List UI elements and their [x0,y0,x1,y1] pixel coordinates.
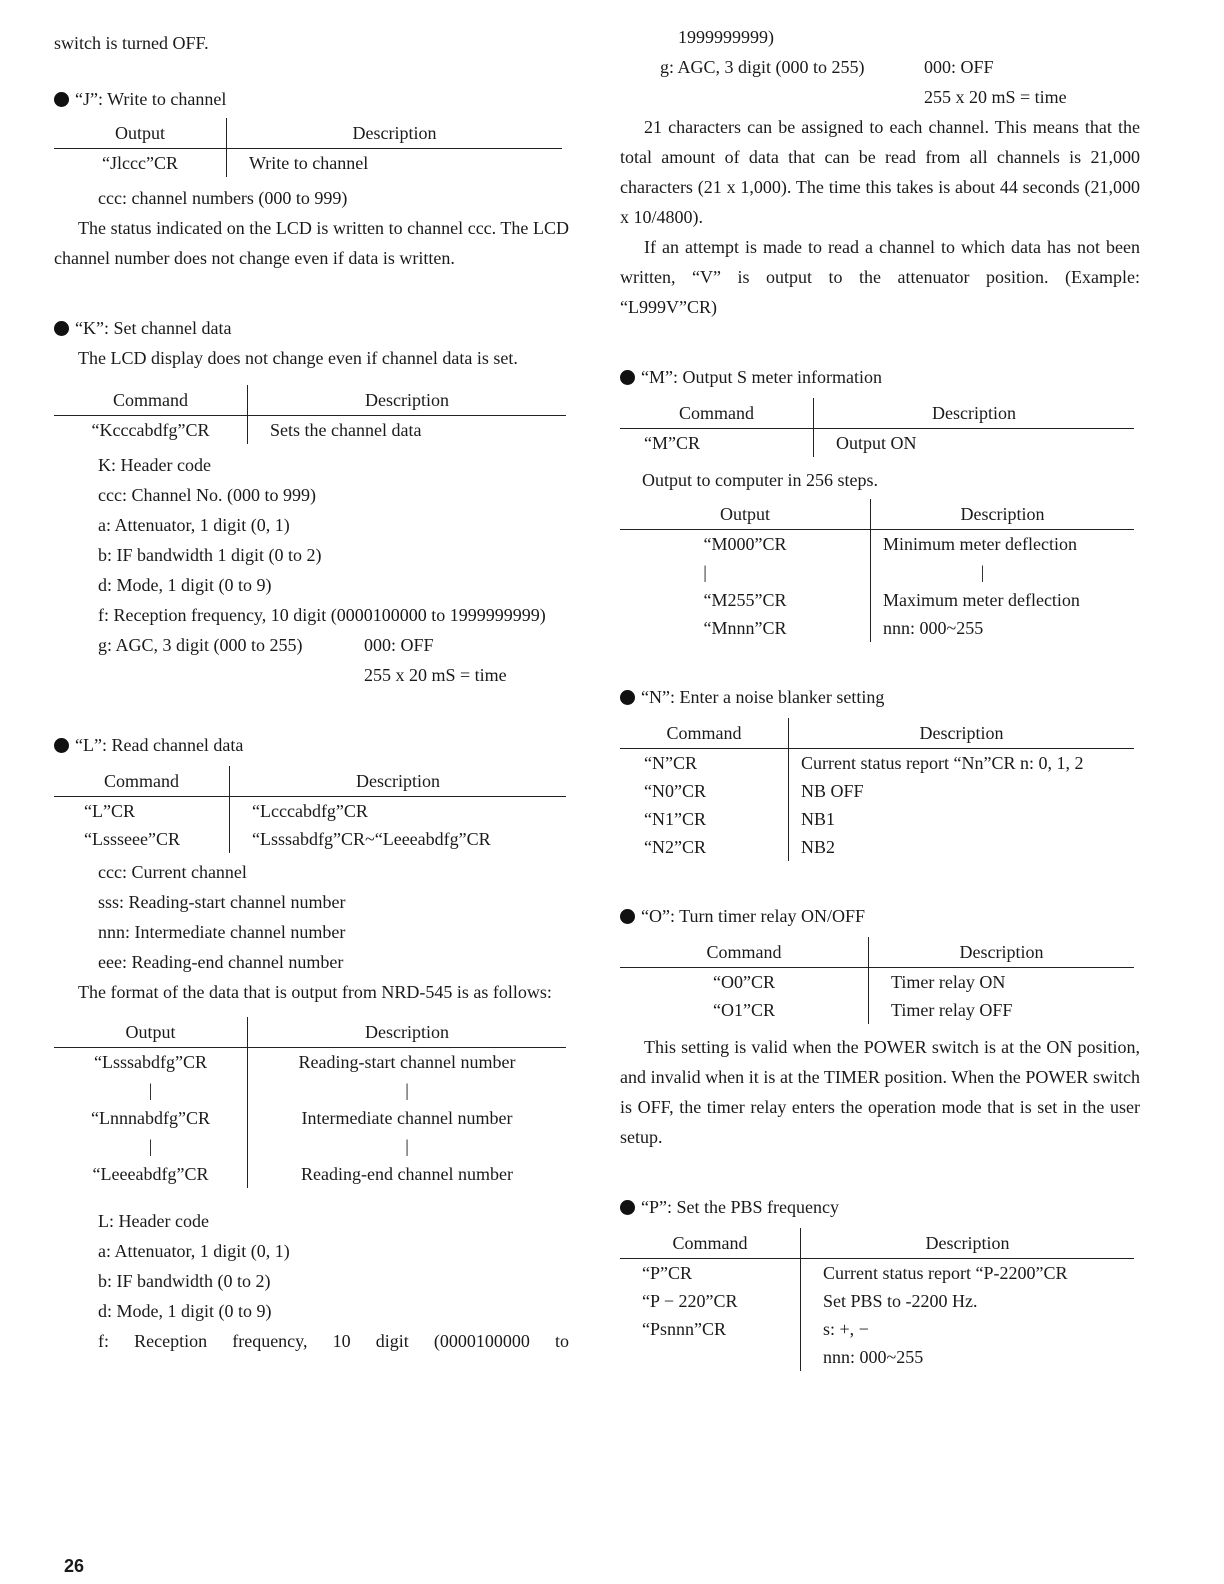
section-k-paragraph: The LCD display does not change even if channel data is set. [78,348,518,368]
table-row: “P − 220”CR Set PBS to -2200 Hz. [620,1287,1134,1315]
bullet-icon [620,909,635,924]
section-l-heading: “L”: Read channel data [54,730,569,760]
right-paragraph-2: If an attempt is made to read a channel to which data has not been written, “V” is output to the attenuator position. (Example: “L999V”CR) [620,237,1140,317]
table-k: Command Description “Kcccabdfg”CR Sets the channel data [54,385,566,444]
bullet-icon [54,92,69,107]
table-row: “Lnnnabdfg”CR Intermediate channel number [54,1104,566,1132]
table-row: “Mnnn”CR nnn: 000~255 [620,614,1134,642]
table-row: “M000”CR Minimum meter deflection [620,530,1134,559]
table-row: | | [54,1132,566,1160]
table-row: “Lssseee”CR “Lsssabdfg”CR~“Leeeabdfg”CR [54,825,566,853]
bullet-icon [54,321,69,336]
table-o: Command Description “O0”CR Timer relay ON “O1”CR Timer relay OFF [620,937,1134,1024]
section-p-heading: “P”: Set the PBS frequency [620,1192,1140,1222]
table-m-output: Output Description “M000”CR Minimum meter deflection | | “M255”CR Maximum meter deflection “Mnnn”CR nnn: 000~255 [620,499,1134,642]
table-row: nnn: 000~255 [620,1343,1134,1371]
page-number: 26 [64,1556,85,1576]
bullet-icon [54,738,69,753]
section-j-heading: “J”: Write to channel [54,84,569,114]
bullet-icon [620,370,635,385]
table-row: “O0”CR Timer relay ON [620,968,1134,997]
table-row: “Jlccc”CR Write to channel [54,149,562,178]
table-row: “Lsssabdfg”CR Reading-start channel number [54,1048,566,1077]
table-row: “Leeeabdfg”CR Reading-end channel number [54,1160,566,1188]
section-k-heading: “K”: Set channel data [54,313,569,343]
section-l-paragraph: The format of the data that is output from NRD-545 is as follows: [78,982,552,1002]
right-paragraph-1: 21 characters can be assigned to each channel. This means that the total amount of data that can be read from all channels is 21,000 characters (21 x 1,000). The time this takes is about 44 seconds (21,000 x 10/4800). [620,117,1140,227]
section-m-heading: “M”: Output S meter information [620,362,1140,392]
right-column: 1999999999) g: AGC, 3 digit (000 to 255) 000: OFF 255 x 20 mS = time 21 characters can be assigned to each channel. This means that the total amount of data that can be read from all channels is 21,000 characters (21 x 1,000). The time this takes is about 44 seconds (21,000 x 10/4800). If an attempt is made to read a channel to which data has not been written, “V” is output to the attenuator position. (Example: “L999V”CR) “M”: Output S meter information Command Description “M”CR Output ON Output to computer in 256 steps. Output Description “M000”CR Minimum meter deflection | | “M255”CR Maximum meter deflection “Mnnn”CR nnn: 000~255 “N”: Enter a noise blanker setting Command Description “N”CR Current status report “Nn”CR n: 0, 1, 2 “N0”CR NB OFF “N1”CR NB1 “N2”CR NB2 “O”: Turn timer relay ON/OFF Command Description “O0”CR Timer relay ON “O1”CR Timer relay OFF This setting is valid when the POWER switch is at the ON position, and invalid when it is at the TIMER position. When the POWER switch is OFF, the timer relay enters the operation mode that is set in the user setup. “P”: Set the PBS frequency Command Description “P”CR Current status report “P-2200”CR “P − 220”CR Set PBS to -2200 Hz. “Psnnn”CR s: +, − nnn: 000~255 [620,22,1140,1371]
section-o-paragraph: This setting is valid when the POWER switch is at the ON position, and invalid when it is at the TIMER position. When the POWER switch is OFF, the timer relay enters the operation mode that is set in the user setup. [620,1037,1140,1147]
table-row: “M255”CR Maximum meter deflection [620,586,1134,614]
table-row: “N2”CR NB2 [620,833,1134,861]
table-row: | | [620,558,1134,586]
table-n: Command Description “N”CR Current status report “Nn”CR n: 0, 1, 2 “N0”CR NB OFF “N1”CR NB1 “N2”CR NB2 [620,718,1134,861]
section-n-heading: “N”: Enter a noise blanker setting [620,682,1140,712]
table-row: “L”CR “Lcccabdfg”CR [54,797,566,826]
table-row: “Psnnn”CR s: +, − [620,1315,1134,1343]
bullet-icon [620,1200,635,1215]
bullet-icon [620,690,635,705]
table-row: “O1”CR Timer relay OFF [620,996,1134,1024]
table-row: “N”CR Current status report “Nn”CR n: 0, 1, 2 [620,749,1134,778]
table-j: Output Description “Jlccc”CR Write to channel [54,118,562,177]
table-row: “N1”CR NB1 [620,805,1134,833]
table-row: “N0”CR NB OFF [620,777,1134,805]
table-m: Command Description “M”CR Output ON [620,398,1134,457]
table-row: “P”CR Current status report “P-2200”CR [620,1259,1134,1288]
table-row: “Kcccabdfg”CR Sets the channel data [54,416,566,445]
continued-text: switch is turned OFF. [54,33,209,53]
table-l: Command Description “L”CR “Lcccabdfg”CR “Lssseee”CR “Lsssabdfg”CR~“Leeeabdfg”CR [54,766,566,853]
section-o-heading: “O”: Turn timer relay ON/OFF [620,901,1140,931]
table-l-output: Output Description “Lsssabdfg”CR Reading-start channel number | | “Lnnnabdfg”CR Intermediate channel number | | “Leeeabdfg”CR Reading-end channel number [54,1017,566,1188]
section-j-paragraph: The status indicated on the LCD is written to channel ccc. The LCD channel number does not change even if data is written. [54,218,569,268]
table-row: | | [54,1076,566,1104]
left-column: switch is turned OFF. “J”: Write to channel Output Description “Jlccc”CR Write to channel ccc: channel numbers (000 to 999) The status indicated on the LCD is written to channel ccc. The LCD channel number does not change even if data is written. “K”: Set channel data The LCD display does not change even if channel data is set. Command Description “Kcccabdfg”CR Sets the channel data K: Header code ccc: Channel No. (000 to 999) a: Attenuator, 1 digit (0, 1) b: IF bandwidth 1 digit (0 to 2) d: Mode, 1 digit (0 to 9) f: Reception frequency, 10 digit (0000100000 to 1999999999) g: AGC, 3 digit (000 to 255) 000: OFF 255 x 20 mS = time “L”: Read channel data Command Description “L”CR “Lcccabdfg”CR “Lssseee”CR “Lsssabdfg”CR~“Leeeabdfg”CR ccc: Current channel sss: Reading-start channel number nnn: Intermediate channel number eee: Reading-end channel number The format of the data that is output from NRD-545 is as follows: Output Description “Lsssabdfg”CR Reading-start channel number | | “Lnnnabdfg”CR Intermediate channel number | | “Leeeabdfg”CR Reading-end channel number L: Header code a: Attenuator, 1 digit (0, 1) b: IF bandwidth (0 to 2) d: Mode, 1 digit (0 to 9) f: Reception frequency, 10 digit (0000100000 to [54,28,569,1356]
table-p: Command Description “P”CR Current status report “P-2200”CR “P − 220”CR Set PBS to -2200 Hz. “Psnnn”CR s: +, − nnn: 000~255 [620,1228,1134,1371]
table-row: “M”CR Output ON [620,429,1134,458]
